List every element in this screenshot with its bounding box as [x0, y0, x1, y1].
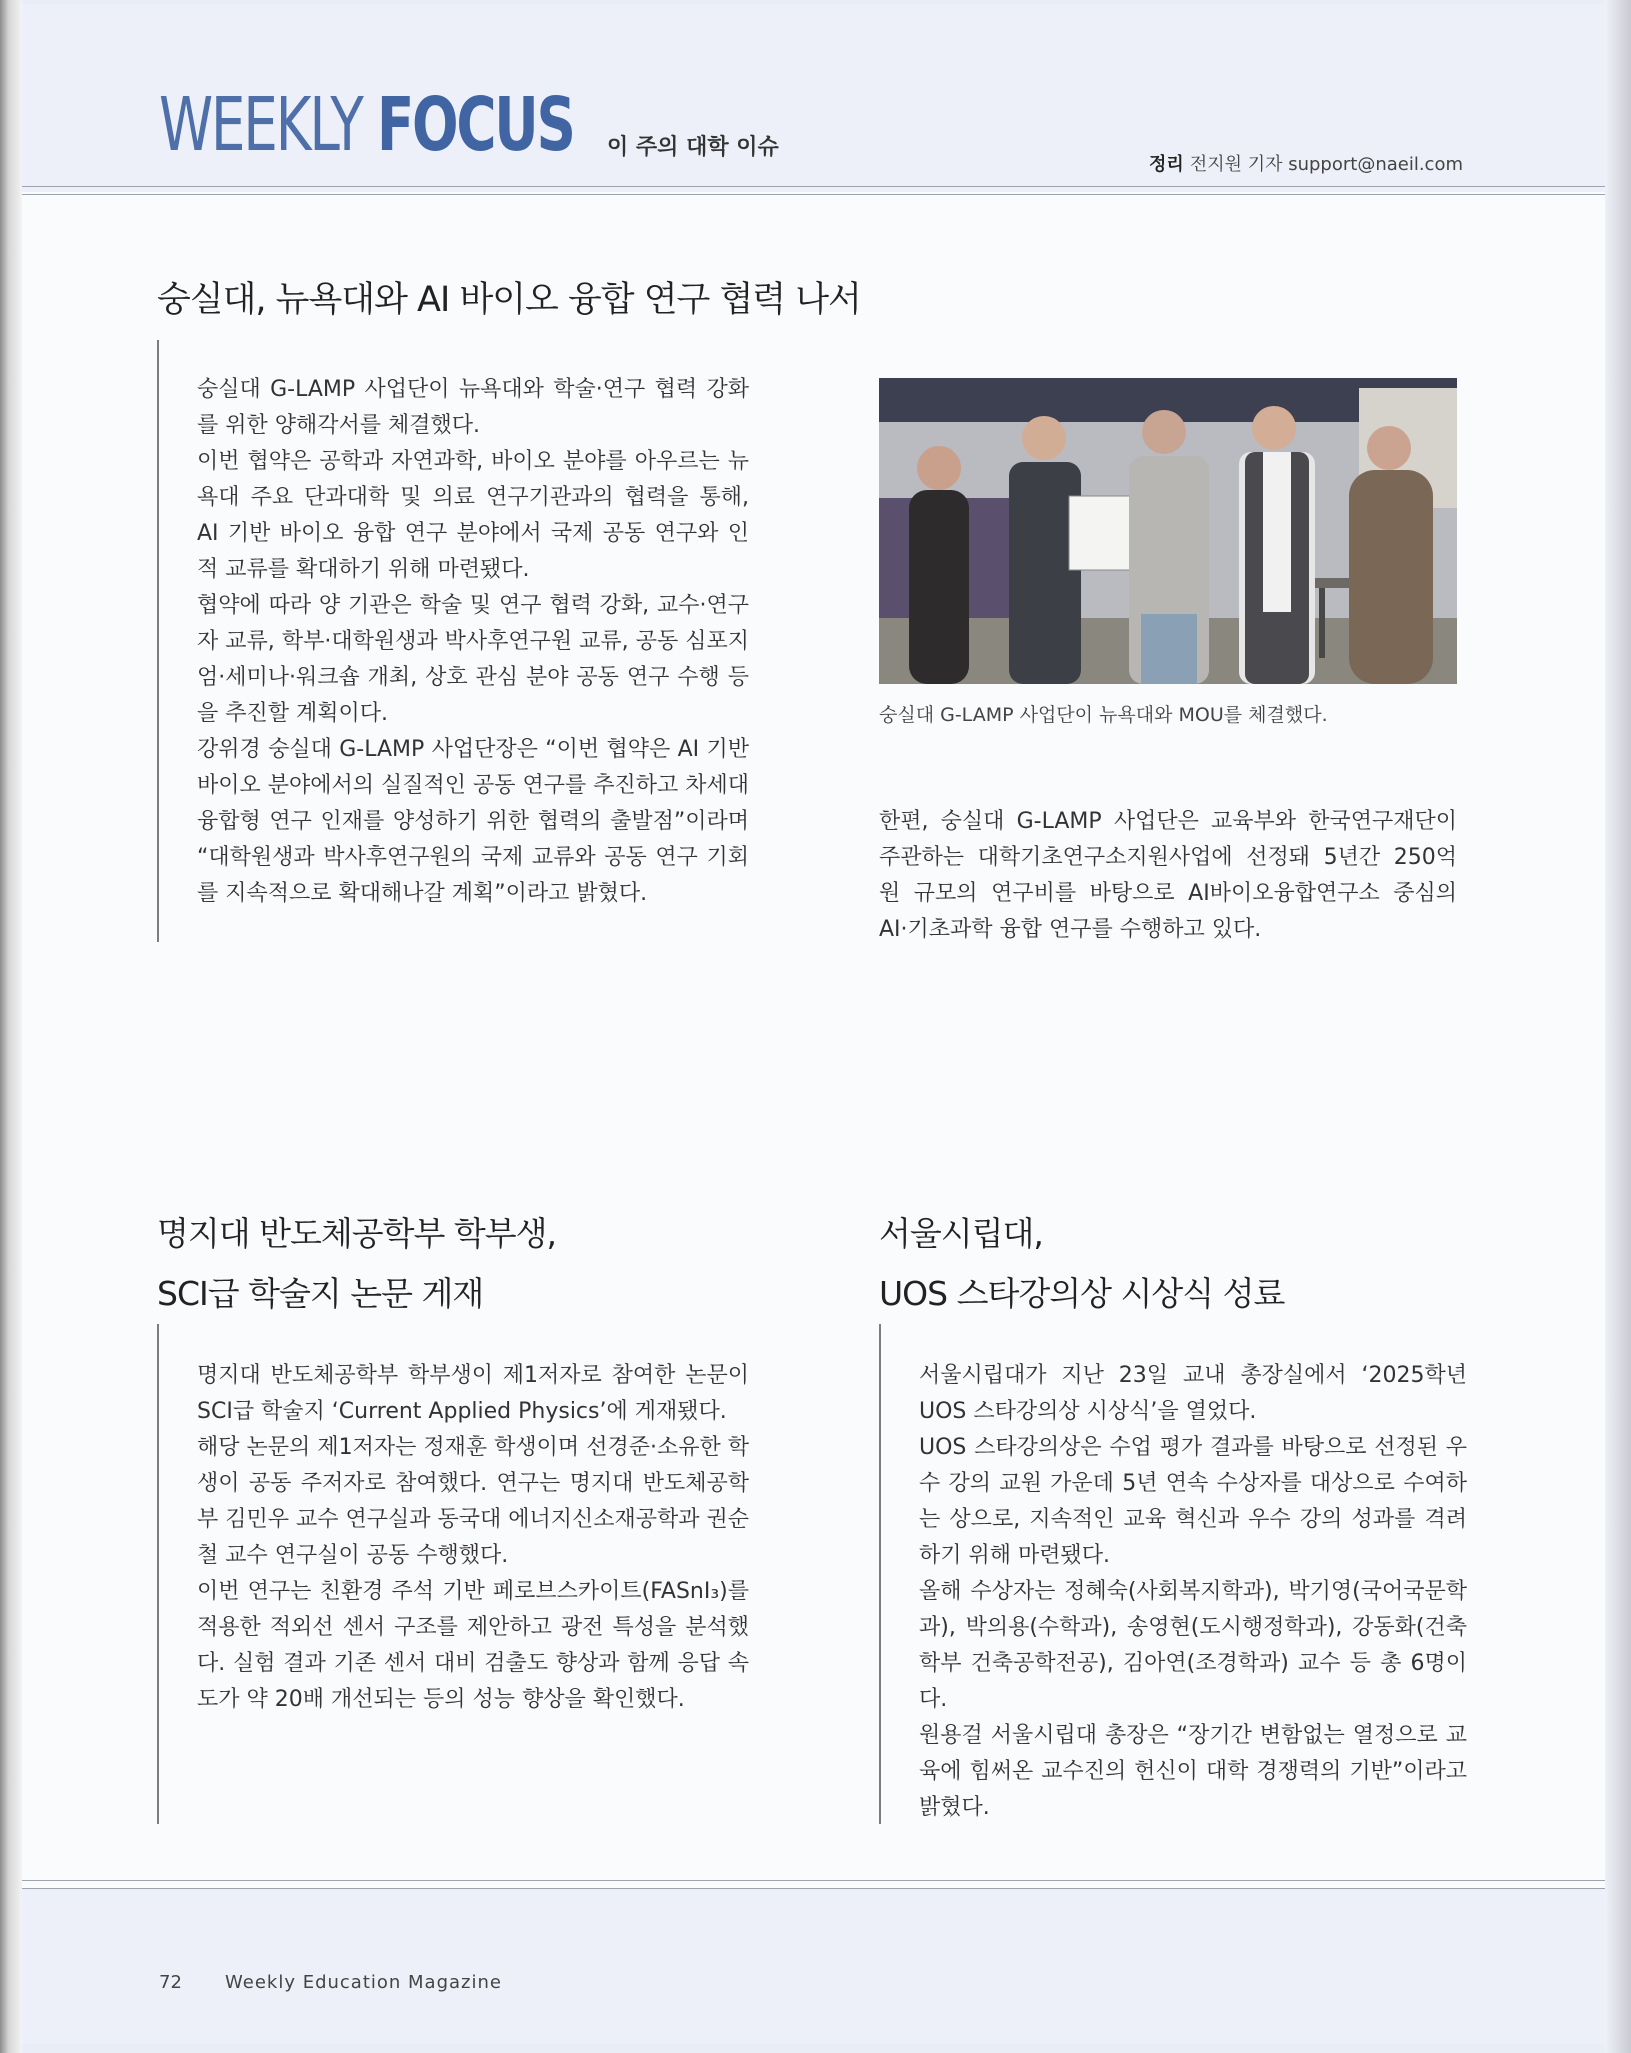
article1-paragraph: 숭실대 G-LAMP 사업단이 뉴욕대와 학술·연구 협력 강화를 위한 양해각서를 체결했다.	[197, 377, 749, 438]
article2-left-rule	[157, 1324, 159, 1824]
byline	[1149, 150, 1463, 176]
article3-title-line2: UOS 스타강의상 시상식 성료	[879, 1274, 1285, 1313]
article3-paragraph: 원용걸 서울시립대 총장은 “장기간 변함없는 열정으로 교육에 힘써온 교수진의 헌신이 대학 경쟁력의 기반”이라고 밝혔다.	[919, 1723, 1467, 1820]
article3-paragraph: UOS 스타강의상은 수업 평가 결과를 바탕으로 선정된 우수 강의 교원 가운데 5년 연속 수상자를 대상으로 수여하는 상으로, 지속적인 교육 혁신과 우수 강의 성과를 격려하기 위해 마련됐다.	[919, 1435, 1467, 1568]
article2-title-line2: SCI급 학술지 논문 게재	[157, 1274, 484, 1313]
book-spine	[0, 0, 22, 2053]
byline-text: 전지원 기자 support@naeil.com	[1189, 154, 1463, 175]
page-edge	[1605, 0, 1631, 2053]
section-subtitle: 이 주의 대학 이슈	[607, 135, 779, 160]
article2-paragraph: 해당 논문의 제1저자는 정재훈 학생이며 선경준·소유한 학생이 공동 주저자로 참여했다. 연구는 명지대 반도체공학부 김민우 교수 연구실과 동국대 에너지신소재공학과 권순철 교수 연구실이 공동 수행했다.	[197, 1435, 750, 1568]
article1-left-rule	[157, 340, 159, 942]
article2-paragraph: 이번 연구는 친환경 주석 기반 페로브스카이트(FASnI₃)를 적용한 적외선 센서 구조를 제안하고 광전 특성을 분석했다. 실험 결과 기존 센서 대비 검출도 향상과 함께 응답 속도가 약 20배 개선되는 등의 성능 향상을 확인했다.	[197, 1579, 749, 1712]
logo-bold-text: FOCUS	[376, 82, 574, 168]
article2-paragraph: 명지대 반도체공학부 학부생이 제1저자로 참여한 논문이 SCI급 학술지 ‘Current Applied Physics’에 게재됐다.	[197, 1363, 749, 1424]
magazine-name: Weekly Education Magazine	[225, 1972, 502, 1993]
weekly-focus-logo	[159, 84, 574, 166]
magazine-page	[12, 4, 1613, 2044]
article2-title-line1: 명지대 반도체공학부 학부생,	[157, 1214, 557, 1253]
article3-paragraph: 올해 수상자는 정혜숙(사회복지학과), 박기영(국어국문학과), 박의용(수학과), 송영현(도시행정학과), 강동화(건축학부 건축공학전공), 김아연(조경학과) 교수 등 총 6명이다.	[919, 1579, 1467, 1712]
byline-label: 정리	[1149, 154, 1184, 175]
header-rule	[13, 186, 1613, 187]
page-number: 72	[159, 1972, 182, 1993]
article1-title: 숭실대, 뉴욕대와 AI 바이오 융합 연구 협력 나서	[157, 280, 861, 320]
article3-paragraph: 서울시립대가 지난 23일 교내 총장실에서 ‘2025학년 UOS 스타강의상 시상식’을 열었다.	[919, 1363, 1467, 1424]
photo-illustration	[879, 378, 1457, 684]
mou-signing-photo	[879, 378, 1457, 684]
article2-body	[197, 1358, 749, 1718]
article1-right-body	[879, 804, 1457, 948]
footer-rule	[13, 1880, 1613, 1881]
footer-band	[13, 1889, 1613, 2044]
article1-body	[197, 372, 749, 912]
article3-title	[879, 1204, 1284, 1324]
article2-title	[157, 1204, 556, 1324]
header-rule	[13, 194, 1613, 195]
logo-light-text: WEEKLY	[159, 82, 377, 168]
article1-paragraph: 강위경 숭실대 G-LAMP 사업단장은 “이번 협약은 AI 기반 바이오 분야에서의 실질적인 공동 연구를 추진하고 차세대 융합형 연구 인재를 양성하기 위한 협력의 출발점”이라며 “대학원생과 박사후연구원의 국제 교류와 공동 연구 기회를 지속적으로 확대해나갈 계획”이라고 밝혔다.	[197, 737, 750, 906]
article1-paragraph: 협약에 따라 양 기관은 학술 및 연구 협력 강화, 교수·연구자 교류, 학부·대학원생과 박사후연구원 교류, 공동 심포지엄·세미나·워크숍 개최, 상호 관심 분야 공동 연구 수행 등을 추진할 계획이다.	[197, 593, 749, 726]
article1-paragraph: 이번 협약은 공학과 자연과학, 바이오 분야를 아우르는 뉴욕대 주요 단과대학 및 의료 연구기관과의 협력을 통해, AI 기반 바이오 융합 연구 분야에서 국제 공동 연구와 인적 교류를 확대하기 위해 마련됐다.	[197, 449, 749, 582]
article3-left-rule	[879, 1324, 881, 1824]
photo-caption: 숭실대 G-LAMP 사업단이 뉴욕대와 MOU를 체결했다.	[879, 704, 1328, 726]
article3-body	[919, 1358, 1467, 1826]
article3-title-line1: 서울시립대,	[879, 1214, 1043, 1253]
article1-right-paragraph: 한편, 숭실대 G-LAMP 사업단은 교육부와 한국연구재단이 주관하는 대학기초연구소지원사업에 선정돼 5년간 250억 원 규모의 연구비를 바탕으로 AI바이오융합연구소 중심의 AI·기초과학 융합 연구를 수행하고 있다.	[879, 809, 1457, 942]
